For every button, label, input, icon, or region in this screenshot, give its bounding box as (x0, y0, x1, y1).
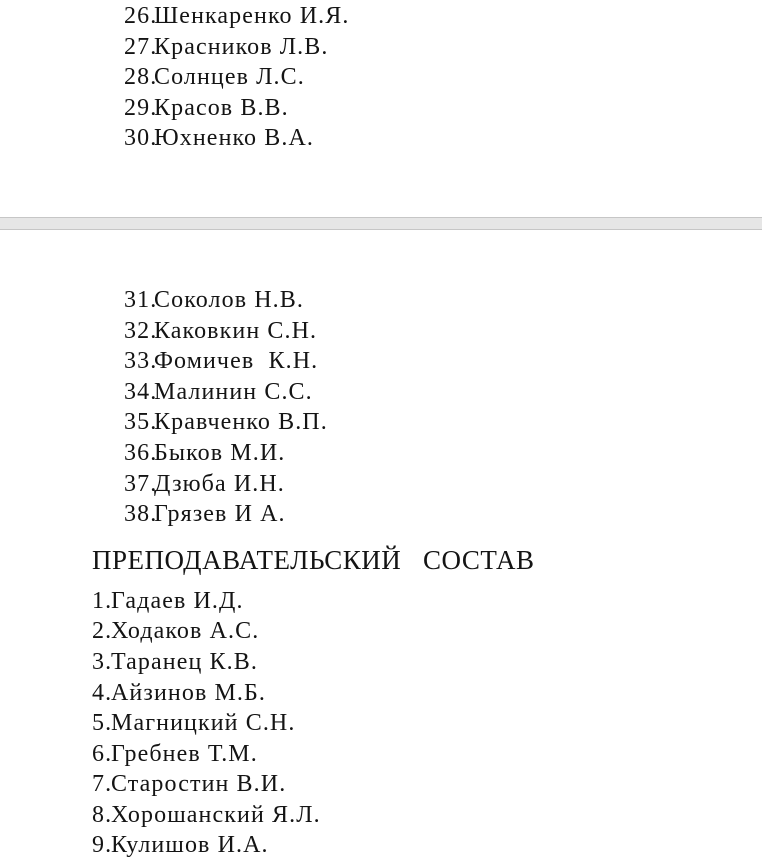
list-item (124, 62, 769, 93)
item-name: Кулишов И.А. (111, 832, 269, 859)
item-number: 33. (124, 348, 158, 375)
item-number: 8. (92, 801, 113, 828)
item-name: Солнцев Л.С. (154, 64, 305, 91)
item-number: 30. (124, 125, 158, 152)
item-number: 4. (92, 679, 113, 706)
list-item (92, 616, 769, 647)
document-page-1-bottom (0, 0, 769, 154)
list-item (124, 285, 769, 316)
list-item (92, 586, 769, 617)
item-name: Фомичев К.Н. (154, 348, 319, 375)
list-item (92, 739, 769, 770)
list-item (124, 469, 769, 500)
item-name: Таранец К.В. (111, 648, 258, 675)
list-item (124, 32, 769, 63)
list-item (124, 123, 769, 154)
section-heading-teaching-staff: ПРЕПОДАВАТЕЛЬСКИЙ СОСТАВ (92, 544, 535, 575)
item-number: 38. (124, 501, 158, 528)
item-name: Хорошанский Я.Л. (111, 801, 321, 828)
teachers-list-1-9 (0, 586, 769, 861)
item-number: 2. (92, 618, 113, 645)
item-name: Красников Л.В. (154, 33, 329, 60)
list-item (92, 830, 769, 861)
item-name: Юхненко В.А. (154, 125, 314, 152)
roster-list-31-38 (0, 285, 769, 530)
list-item (92, 678, 769, 709)
item-name: Малинин С.С. (154, 378, 313, 405)
item-number: 7. (92, 771, 113, 798)
item-number: 35. (124, 409, 158, 436)
item-name: Дзюба И.Н. (154, 470, 285, 497)
item-name: Соколов Н.В. (154, 286, 304, 313)
list-item (124, 499, 769, 530)
item-name: Грязев И А. (154, 501, 286, 528)
item-name: Гадаев И.Д. (111, 587, 244, 614)
item-name: Старостин В.И. (111, 771, 287, 798)
list-item (92, 647, 769, 678)
item-number: 27. (124, 33, 158, 60)
item-number: 9. (92, 832, 113, 859)
page-break-separator (0, 217, 762, 230)
item-name: Гребнев Т.М. (111, 740, 258, 767)
roster-list-26-30 (0, 0, 769, 154)
item-number: 31. (124, 286, 158, 313)
item-name: Шенкаренко И.Я. (154, 3, 350, 29)
item-number: 6. (92, 740, 113, 767)
item-number: 37. (124, 470, 158, 497)
item-number: 5. (92, 710, 113, 737)
item-number: 28. (124, 64, 158, 91)
item-name: Красов В.В. (154, 94, 289, 121)
item-number: 3. (92, 648, 113, 675)
item-number: 26. (124, 3, 158, 29)
list-item (124, 407, 769, 438)
item-number: 29. (124, 94, 158, 121)
list-item (124, 377, 769, 408)
list-item (124, 93, 769, 124)
item-name: Кравченко В.П. (154, 409, 328, 436)
item-number: 34. (124, 378, 158, 405)
list-item (92, 769, 769, 800)
list-item (124, 438, 769, 469)
item-name: Каковкин С.Н. (154, 317, 318, 344)
item-name: Ходаков А.С. (111, 618, 260, 645)
item-name: Айзинов М.Б. (111, 679, 266, 706)
list-item (92, 800, 769, 831)
list-item (92, 708, 769, 739)
item-name: Магницкий С.Н. (111, 710, 296, 737)
item-number: 32. (124, 317, 158, 344)
document-page-2 (0, 285, 769, 861)
list-item (124, 316, 769, 347)
item-name: Быков М.И. (154, 439, 286, 466)
list-item (124, 1, 769, 32)
list-item (124, 346, 769, 377)
item-number: 1. (92, 587, 113, 614)
item-number: 36. (124, 439, 158, 466)
